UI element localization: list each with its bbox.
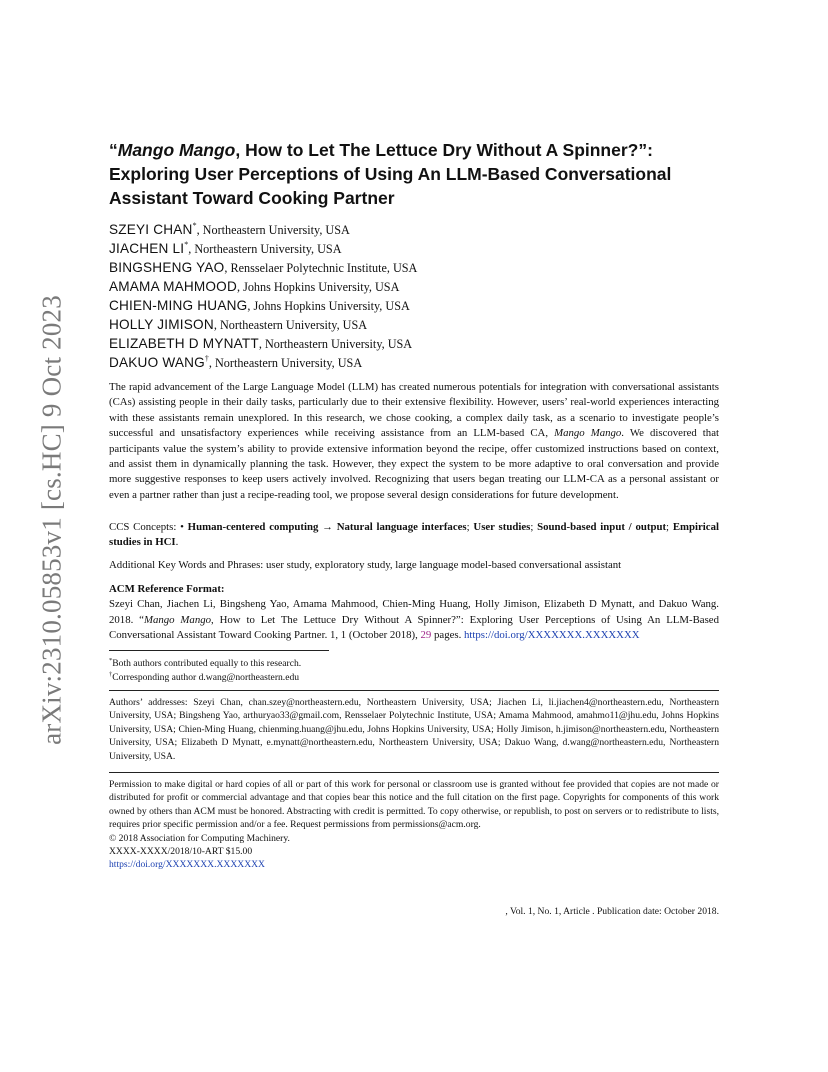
- author-affiliation: , Johns Hopkins University, USA: [236, 280, 400, 294]
- footnote-corresponding-author: [109, 668, 719, 685]
- title-system-name: Mango Mango: [117, 140, 236, 160]
- ccs-term-hcc: Human-centered computing: [187, 521, 319, 533]
- author-entry: [109, 220, 729, 239]
- arxiv-identifier-stamp: arXiv:2310.05853v1 [cs.HC] 9 Oct 2023: [36, 295, 67, 745]
- author-mark: †: [204, 354, 209, 363]
- paper-title: [109, 138, 729, 210]
- ccs-term-nli: Natural language interfaces: [336, 521, 467, 533]
- copyright-line: © 2018 Association for Computing Machinery.: [109, 832, 290, 844]
- abstract-text-1: The rapid advancement of the Large Language Model (LLM) has created numerous potentials for integration with conversational assistants (CAs) assisting people in their daily tasks, particularly due to their extensive flexibility. However, users’ real-world experiences interacting with these assistants remain unexplored. In this research, we chose cooking, a complex daily task, as a scenario to investigate people’s successful and unsatisfactory experiences while receiving assistance from an LLM-based CA,: [109, 381, 719, 440]
- ccs-sep: ;: [466, 521, 474, 533]
- author-name: CHIEN-MING HUANG: [109, 298, 248, 313]
- author-affiliation: , Northeastern University, USA: [196, 223, 350, 237]
- page-count-link[interactable]: 29: [420, 629, 432, 642]
- permission-text: Permission to make digital or hard copies of all or part of this work for personal or classroom use is granted without fee provided that copies are not made or distributed for profit or commercial advantage and that copies bear this notice and the full citation on the first page. Copyrights for components of this work owned by others than ACM must be honored. Abstracting with credit is permitted. To copy otherwise, or republish, to post on servers or to redistribute to lists, requires prior specific permission and/or a fee. Request permissions from permissions@acm.org.: [109, 779, 719, 831]
- acm-ref-system-name: Mango Mango: [143, 613, 212, 626]
- title-line-3: Assistant Toward Cooking Partner: [109, 188, 395, 208]
- acm-ref-doi-link[interactable]: https://doi.org/XXXXXXX.XXXXXXX: [464, 629, 640, 642]
- author-affiliation: , Northeastern University, USA: [188, 242, 342, 256]
- acm-reference-format: [109, 582, 719, 644]
- abstract: [109, 380, 719, 503]
- keywords: Additional Key Words and Phrases: user study, exploratory study, large language model-based conversational assistant: [109, 559, 622, 571]
- page-footer: , Vol. 1, No. 1, Article . Publication date: October 2018.: [505, 906, 719, 917]
- abstract-text-2: . We discovered that participants value the system’s ability to provide extensive information beyond the recipe, offer customized instructions based on context, and assist them in dynamically planning the task. However, they expect the system to be more adaptive to oral conversation and provide more suggestive responses to keep users actively involved. Recognizing that users began treating our LLM-CA as a personal assistant or even a partner rather than just a recipe-reading tool, we propose several design considerations for future development.: [109, 427, 719, 501]
- author-entry: [109, 334, 729, 353]
- author-entry: [109, 239, 729, 258]
- ccs-term-user-studies: User studies: [473, 521, 531, 533]
- acm-reference-body: [109, 597, 719, 643]
- author-entry: [109, 296, 729, 315]
- acm-ref-text-3: pages.: [431, 629, 464, 642]
- ccs-label: CCS Concepts: •: [109, 521, 188, 533]
- author-name: ELIZABETH D MYNATT: [109, 336, 259, 351]
- author-affiliation: , Northeastern University, USA: [213, 318, 368, 332]
- ccs-arrow: →: [318, 521, 337, 533]
- author-name: AMAMA MAHMOOD: [109, 279, 237, 294]
- permission-divider: [109, 772, 719, 773]
- acm-reference-heading: ACM Reference Format:: [109, 583, 225, 595]
- title-line-1-rest: , How to Let The Lettuce Dry Without A Spinner?”:: [235, 140, 653, 160]
- ccs-concepts: [109, 520, 719, 551]
- permission-notice: [109, 778, 719, 872]
- issn-line: XXXX-XXXX/2018/10-ART $15.00: [109, 846, 253, 858]
- permission-doi-link[interactable]: https://doi.org/XXXXXXX.XXXXXXX: [109, 859, 265, 871]
- author-mark: *: [192, 221, 197, 230]
- acm-ref-text-2: , How to Let The Lettuce Dry Without A Spinner?”: Exploring User Perceptions of Using An LLM-Based Conversational Assistant Toward Cooking Partner. 1, 1 (October 2018),: [109, 613, 719, 642]
- author-affiliation: , Rensselaer Polytechnic Institute, USA: [224, 261, 418, 275]
- author-name: BINGSHENG YAO: [109, 260, 225, 275]
- footnote-mark: *: [109, 657, 113, 664]
- addresses-divider: [109, 690, 719, 691]
- ccs-sep: ;: [530, 521, 538, 533]
- footnote-text: Corresponding author d.wang@northeastern.edu: [112, 672, 300, 684]
- abstract-system-name: Mango Mango: [554, 427, 622, 440]
- author-list: [109, 220, 729, 372]
- acm-ref-text-1: Szeyi Chan, Jiachen Li, Bingsheng Yao, Amama Mahmood, Chien-Ming Huang, Holly Jimison, Elizabeth D Mynatt, and Dakuo Wang. 2018. “: [109, 598, 719, 626]
- ccs-term-empirical: Empirical studies in HCI: [109, 521, 719, 549]
- authors-addresses: Authors’ addresses: Szeyi Chan, chan.szey@northeastern.edu, Northeastern University, USA; Jiachen Li, li.jiachen4@northeastern.edu, Northeastern University, USA; Bingsheng Yao, arthuryao33@gmail.com, Rensselaer Polytechnic Institute, USA; Amama Mahmood, amahmo11@jhu.edu, Johns Hopkins University, USA; Chien-Ming Huang, chienming.huang@jhu.edu, Johns Hopkins University, USA; Holly Jimison, h.jimison@northeastern.edu, Northeastern University, USA; Elizabeth D Mynatt, e.mynatt@northeastern.edu, Northeastern University, USA; Dakuo Wang, d.wang@northeastern.edu, Northeastern University, USA.: [109, 697, 719, 762]
- author-name: JIACHEN LI: [109, 241, 185, 256]
- author-affiliation: , Johns Hopkins University, USA: [247, 299, 410, 313]
- footnote-divider: [109, 650, 329, 651]
- footnote-mark: †: [109, 671, 113, 678]
- author-mark: *: [184, 240, 189, 249]
- author-entry: [109, 315, 729, 334]
- author-entry: [109, 353, 729, 372]
- author-name: HOLLY JIMISON: [109, 317, 214, 332]
- ccs-end: .: [175, 536, 179, 549]
- title-line-1: [109, 138, 729, 162]
- author-affiliation: , Northeastern University, USA: [258, 337, 413, 351]
- author-entry: [109, 258, 729, 277]
- ccs-sep: ;: [666, 521, 673, 533]
- title-quote-open: “: [109, 140, 118, 160]
- author-affiliation: , Northeastern University, USA: [208, 356, 363, 370]
- title-line-2: Exploring User Perceptions of Using An LLM-Based Conversational: [109, 164, 672, 184]
- author-name: DAKUO WANG: [109, 355, 205, 370]
- author-entry: [109, 277, 729, 296]
- author-name: SZEYI CHAN: [109, 222, 193, 237]
- ccs-term-sound-input: Sound-based input / output: [537, 521, 667, 533]
- footnote-text: Both authors contributed equally to this research.: [112, 658, 302, 670]
